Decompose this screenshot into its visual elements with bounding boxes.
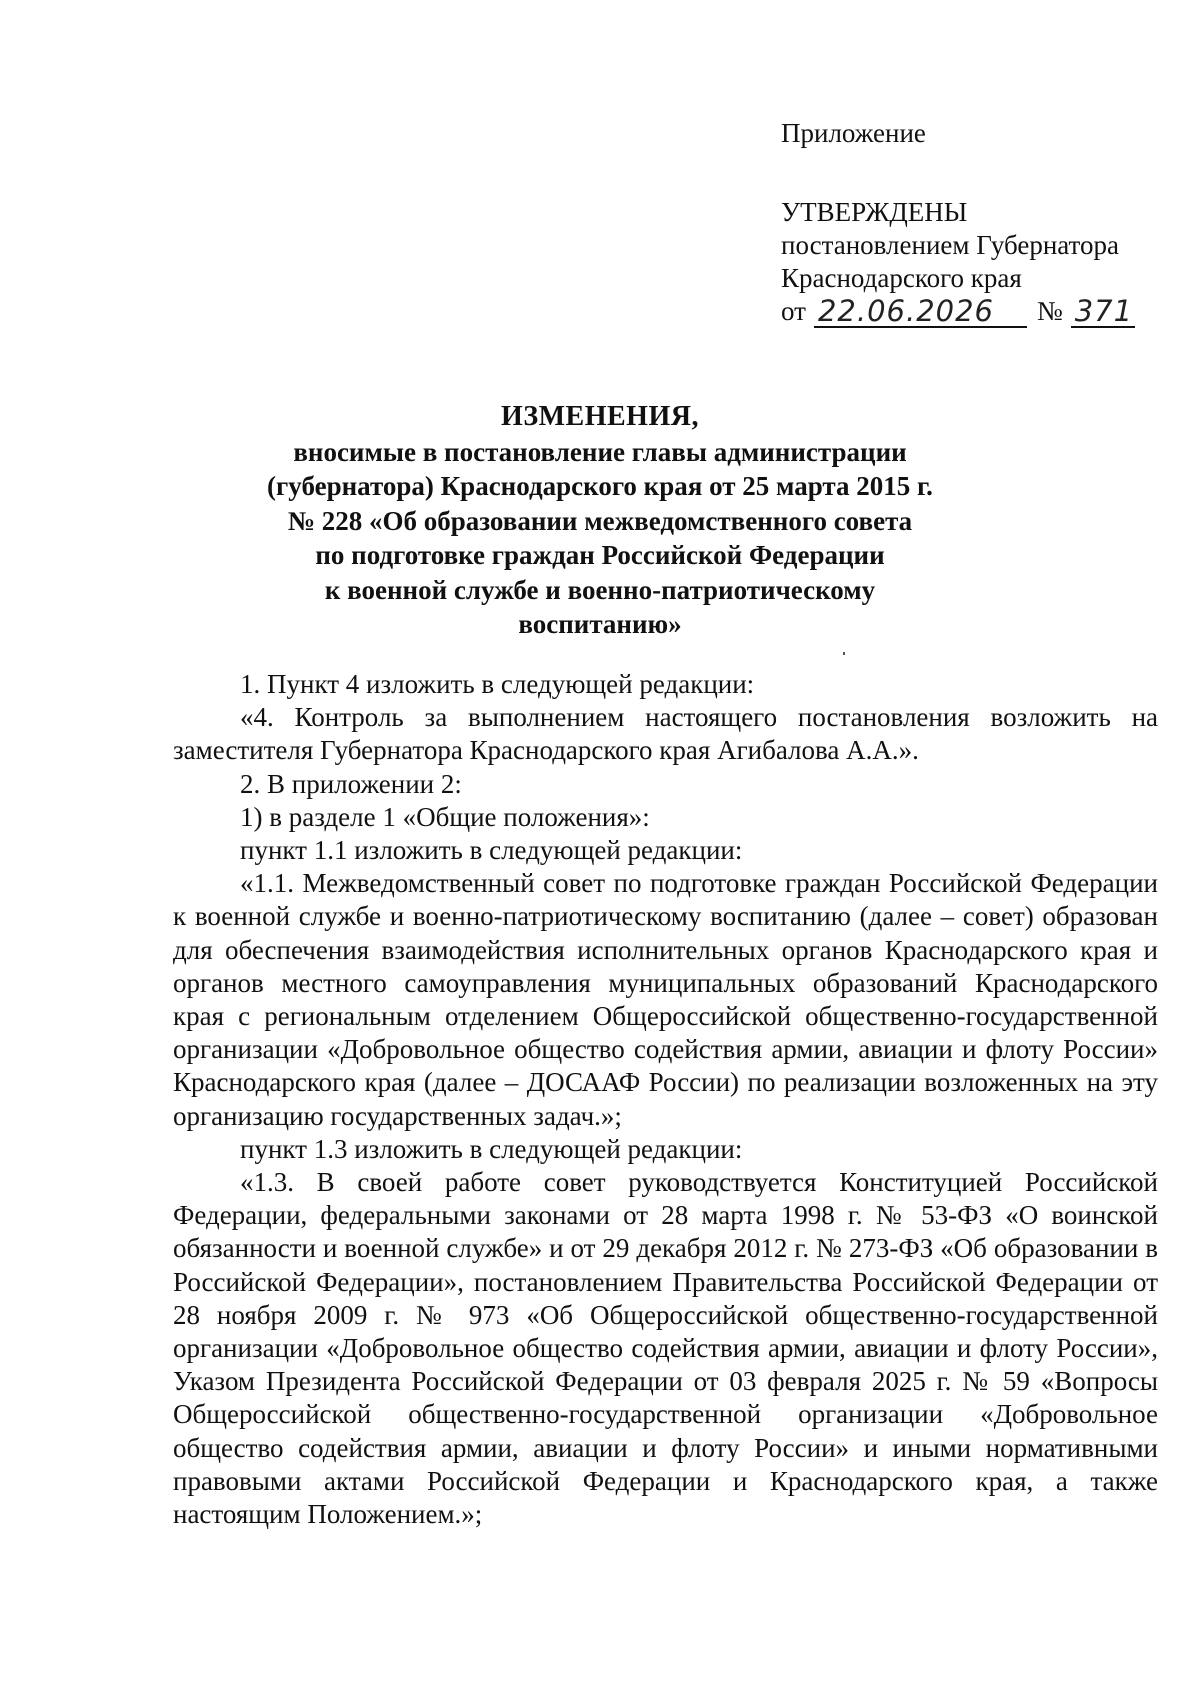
approval-block xyxy=(781,117,1141,328)
paragraph-item-2: 2. В приложении 2: xyxy=(240,768,462,799)
title-line: воспитанию» xyxy=(518,609,682,639)
date-number-line xyxy=(781,295,1141,328)
approved-region-line: Краснодарского края xyxy=(781,263,1022,293)
title-line: к военной службе и военно-патриотическому xyxy=(324,574,876,605)
paragraph-point-1-1-intro: пункт 1.1 изложить в следующей редакции: xyxy=(240,835,743,866)
approved-by-line: постановлением Губернатора xyxy=(781,230,1119,260)
document-title xyxy=(170,400,1030,642)
paragraph-point-1-3-intro: пункт 1.3 изложить в следующей редакции: xyxy=(240,1133,743,1164)
title-line: вносимые в постановление главы администрации xyxy=(293,436,907,467)
handwritten-date: 22.06.2026 xyxy=(814,296,1027,328)
approved-label: УТВЕРЖДЕНЫ xyxy=(781,197,968,227)
number-prefix: № xyxy=(1036,296,1063,326)
paragraph-item-1: 1. Пункт 4 изложить в следующей редакции: xyxy=(240,669,755,699)
paragraph-point-1-3-text: «1.3. В своей работе совет руководствуется Конституцией Российской Федерации, федеральными законами от 28 марта 1998 г. № 53-ФЗ «О воинской обязанности и военной службе» и от 29 декабря 2012 г. № 273-ФЗ «Об образовании в Российской Федерации», постановлением Правительства Российской Федерации от 28 ноября 2009 г. № 973 «Об Общероссийской общественно-государственной организации «Добровольное общество содействия армии, авиации и флоту России», Указом Президента Российской Федерации от 03 февраля 2025 г. № 59 «Вопросы Общероссийской общественно-государственной организации «Добровольное общество содействия армии, авиации и флоту России» и иными нормативными правовыми актами Российской Федерации и Краснодарского края, а также настоящим Положением.»; xyxy=(173,1167,1158,1530)
paragraph-section-1: 1) в разделе 1 «Общие положения»: xyxy=(240,801,650,832)
handwritten-number: 371 xyxy=(1071,296,1135,328)
document-body xyxy=(173,668,1158,1531)
title-line: № 228 «Об образовании межведомственного совета xyxy=(287,505,913,536)
scan-speck xyxy=(843,652,845,655)
paragraph-item-4-text: «4. Контроль за выполнением настоящего постановления возложить на заместителя Губернатора Краснодарского края Агибалова А.А.». xyxy=(173,702,1158,766)
date-prefix: от xyxy=(781,296,806,326)
title-main: ИЗМЕНЕНИЯ, xyxy=(501,401,699,432)
title-line: (губернатора) Краснодарского края от 25 марта 2015 г. xyxy=(267,471,933,501)
appendix-label: Приложение xyxy=(781,118,926,148)
paragraph-point-1-1-text: «1.1. Межведомственный совет по подготовке граждан Российской Федерации к военной службе и военно-патриотическому воспитанию (далее – совет) образован для обеспечения взаимодействия исполнительных органов Краснодарского края и органов местного самоуправления муниципальных образований Краснодарского края с региональным отделением Общероссийской общественно-государственной организации «Добровольное общество содействия армии, авиации и флоту России» Краснодарского края (далее – ДОСААФ России) по реализации возложенных на эту организацию государственных задач.»; xyxy=(173,868,1158,1131)
title-line: по подготовке граждан Российской Федерации xyxy=(315,540,885,570)
